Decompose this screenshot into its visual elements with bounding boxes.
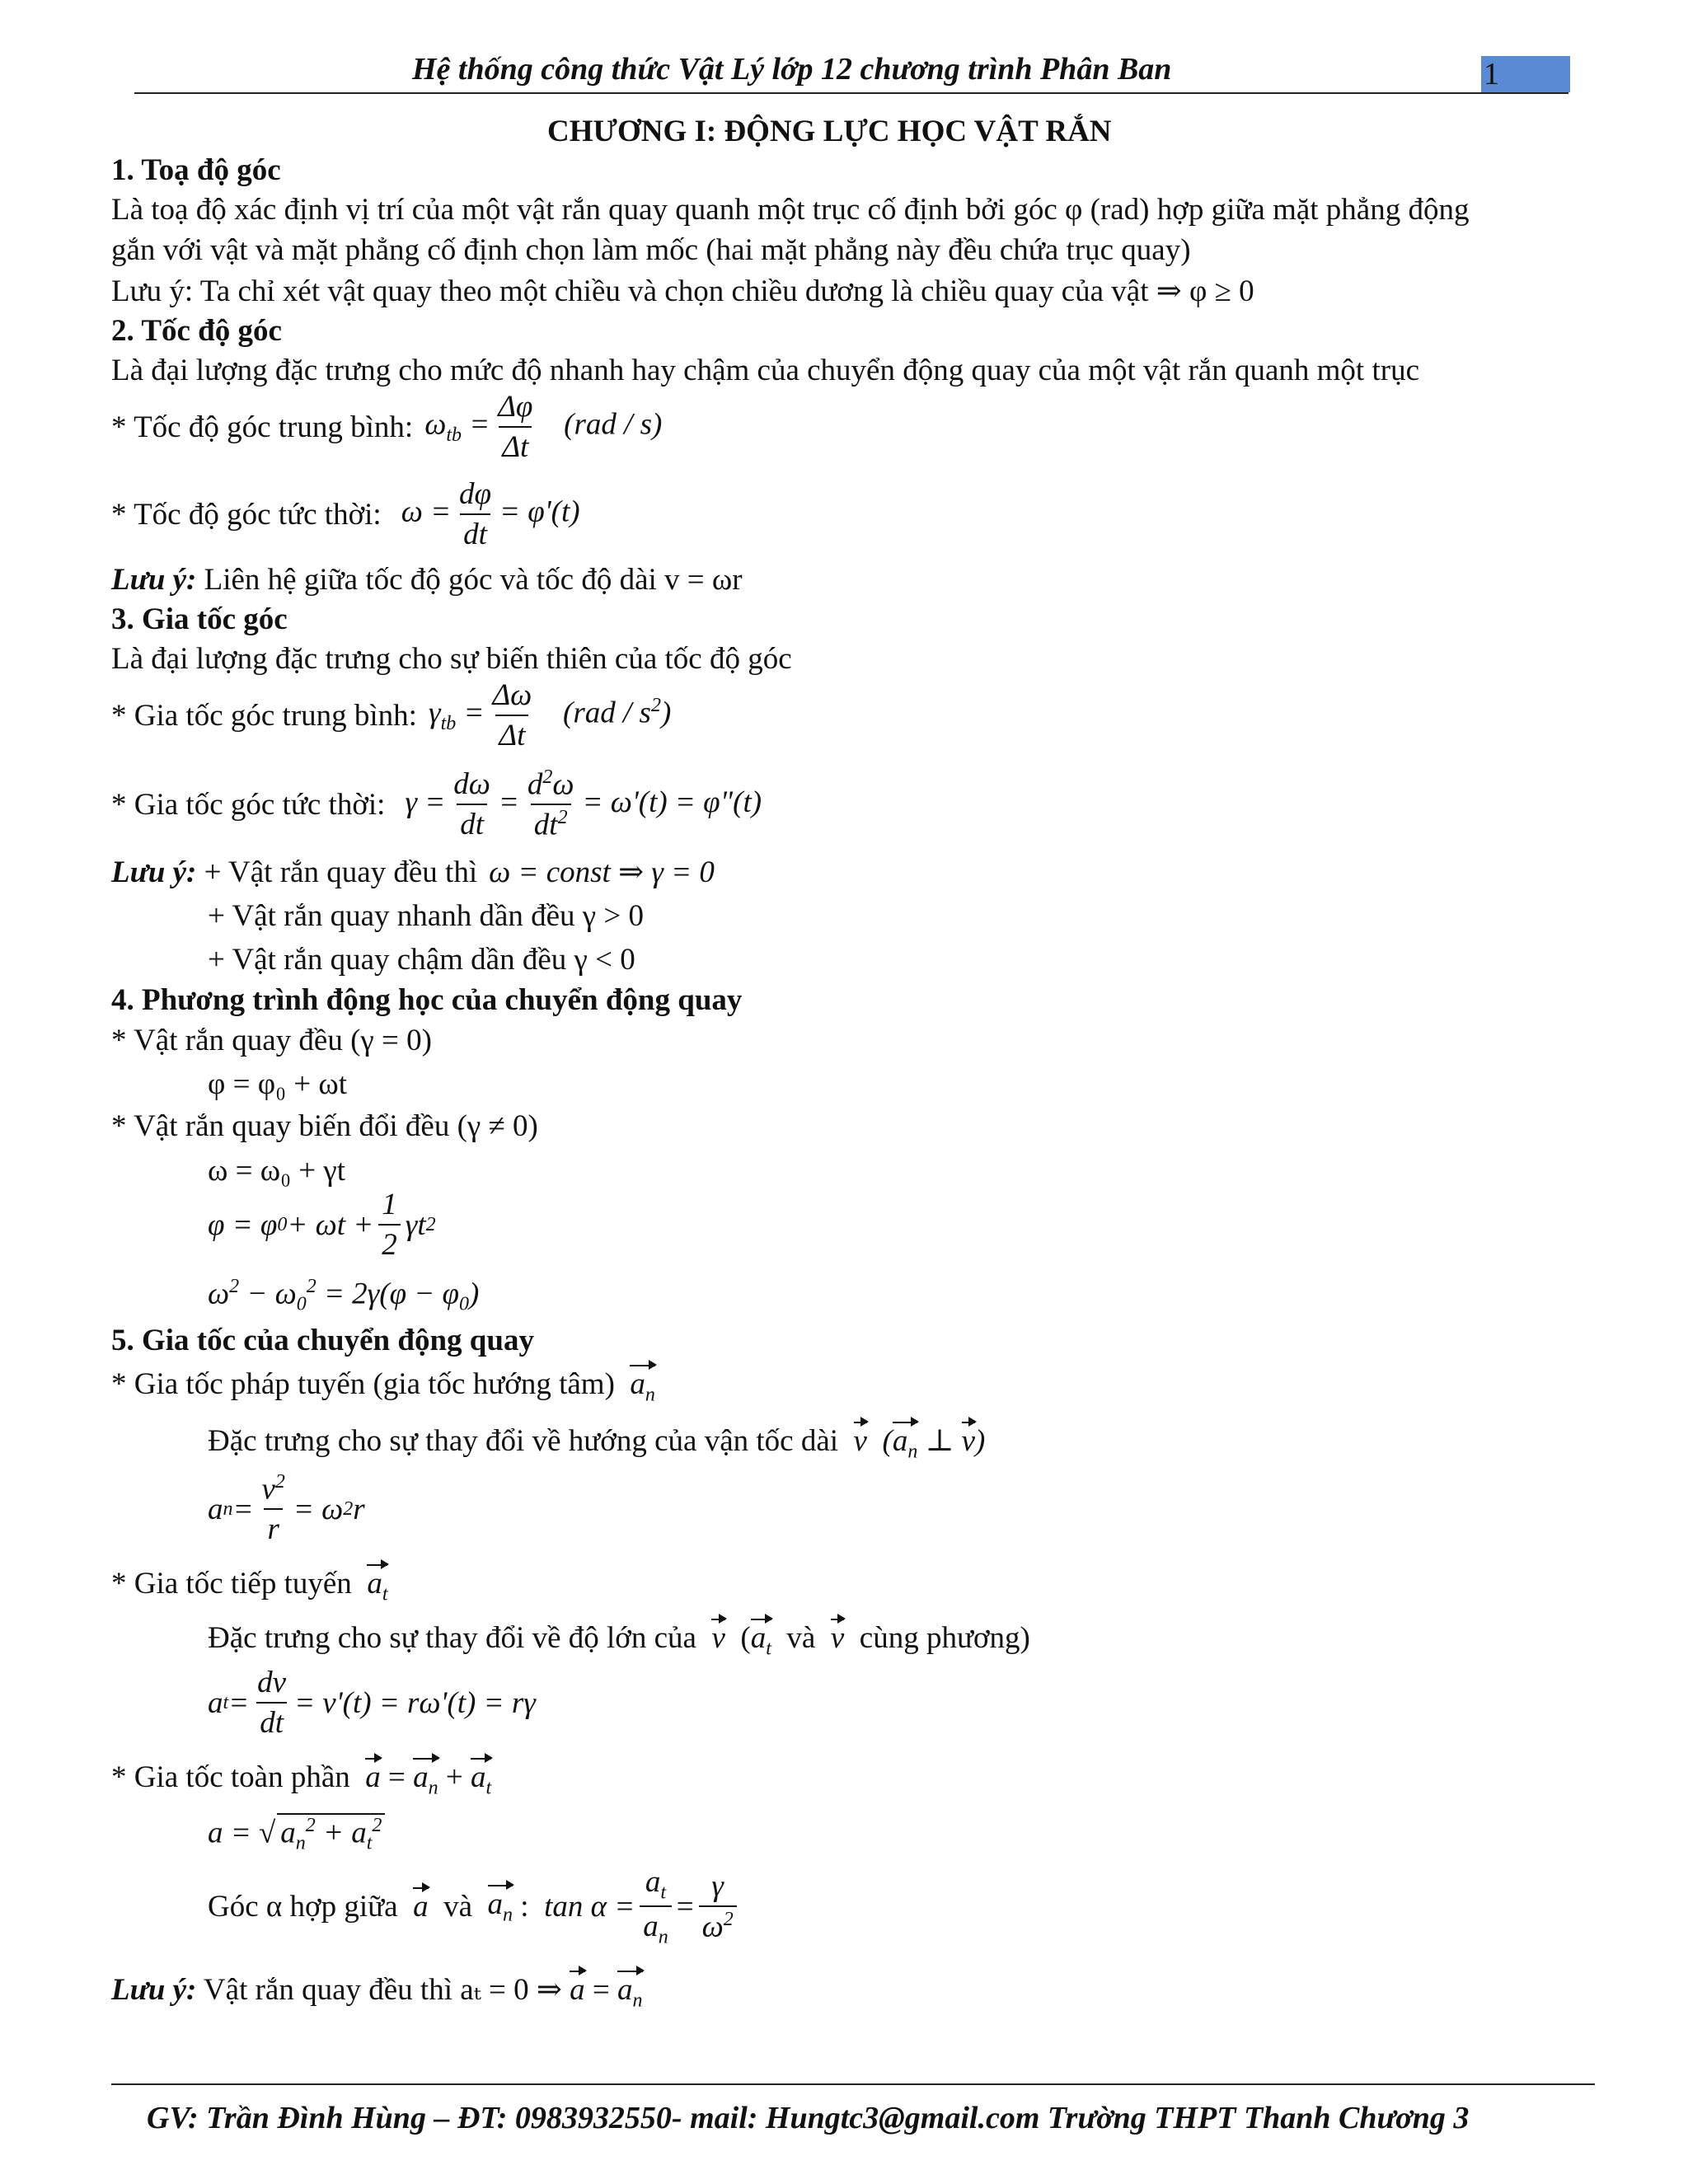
section-3-note-2: + Vật rắn quay nhanh dần đều γ > 0 [208, 899, 645, 933]
header-rule [134, 92, 1568, 94]
footer-rule [111, 2083, 1595, 2085]
normal-accel-desc: Đặc trưng cho sự thay đổi về hướng của vận tốc dài v ($a_n$ ⊥ v) [208, 1424, 986, 1463]
normal-accel-label: * Gia tốc pháp tuyến (gia tốc hướng tâm) $a_n$ [111, 1367, 655, 1406]
section-2-note: Lưu ý: Liên hệ giữa tốc độ góc và tốc độ dài v = ωr [111, 563, 743, 597]
inst-angular-speed [111, 476, 580, 552]
total-accel-label: * Gia tốc toàn phần $a = a_n + a_t$ [111, 1760, 492, 1799]
section-1-note: Lưu ý: Ta chỉ xét vật quay theo một chiều và chọn chiều dương là chiều quay của vật ⇒ φ ≥ 0 [111, 274, 1254, 308]
section-2-text: Là đại lượng đặc trưng cho mức độ nhanh hay chậm của chuyển động quay của một vật rắn quanh một trục [111, 354, 1419, 387]
avg-angular-accel-formula: $\gamma_{tb}$ = $\frac{\Delta\omega}{\Delta t}$ $(rad / s^2)$ [428, 678, 672, 752]
uniform-rotation-label: * Vật rắn quay đều (γ = 0) [111, 1024, 432, 1057]
accelerated-rotation-equation-3: $\omega^2 - \omega_0^2 = 2\gamma(\varphi - \varphi_0)$ [208, 1276, 480, 1315]
inst-angular-speed-formula: ω = $\frac{d\varphi}{dt}$ = φ'(t) [401, 477, 580, 551]
inst-angular-accel [111, 766, 762, 843]
section-3-text: Là đại lượng đặc trưng cho sự biến thiên của tốc độ góc [111, 642, 792, 676]
normal-accel-formula: a n = $\frac{v^2}{r}$ = ω 2 r [208, 1471, 365, 1547]
header-title: Hệ thống công thức Vật Lý lớp 12 chương trình Phân Ban [412, 52, 1172, 87]
section-4-heading: 4. Phương trình động học của chuyển động quay [111, 983, 743, 1017]
accelerated-rotation-equation-2: φ = φ 0 + ωt + $\frac{1}{2}$ γt 2 [208, 1188, 436, 1262]
footer-text: GV: Trần Đình Hùng – ĐT: 0983932550- mail: Hungtc3@gmail.com Trường THPT Thanh Chương 3 [147, 2101, 1470, 2135]
tangential-accel-desc: Đặc trưng cho sự thay đổi về độ lớn của v ($a_t$ và v cùng phương) [208, 1621, 1030, 1660]
section-1-text-2: gắn với vật và mặt phẳng cố định chọn làm mốc (hai mặt phẳng này đều chứa trục quay) [111, 233, 1191, 267]
section-3-note-1: Lưu ý: + Vật rắn quay đều thì ω = const ⇒ γ = 0 [111, 855, 715, 889]
inst-angular-accel-label: * Gia tốc góc tức thời: [111, 787, 386, 822]
section-5-heading: 5. Gia tốc của chuyển động quay [111, 1324, 534, 1357]
avg-angular-accel [111, 677, 671, 753]
tangential-accel-label: * Gia tốc tiếp tuyến $a_t$ [111, 1567, 388, 1605]
tangential-accel-formula: a t = $\frac{dv}{dt}$ = v'(t) = rω'(t) = rγ [208, 1666, 536, 1740]
section-1-text-1: Là toạ độ xác định vị trí của một vật rắn quay quanh một trục cố định bởi góc φ (rad) hợp giữa mặt phẳng động [111, 193, 1470, 227]
chapter-title: CHƯƠNG I: ĐỘNG LỰC HỌC VẬT RẮN [547, 115, 1112, 148]
page-number: 1 [1484, 57, 1499, 91]
avg-angular-speed-formula: $\omega_{tb}$ = $\frac{\Delta\varphi}{\Delta t}$ (rad / s) [424, 390, 663, 464]
section-1-heading: 1. Toạ độ góc [111, 153, 281, 187]
avg-angular-speed [111, 389, 662, 465]
section-2-heading: 2. Tốc độ góc [111, 314, 282, 348]
avg-angular-accel-label: * Gia tốc góc trung bình: [111, 698, 417, 733]
section-3-note-3: + Vật rắn quay chậm dần đều γ < 0 [208, 943, 635, 977]
total-accel-magnitude: a = √ $a_n^2 + a_t^2$ [208, 1813, 385, 1855]
uniform-rotation-equation: φ = φ₀ + ωt [208, 1067, 347, 1101]
inst-angular-accel-formula: γ = $\frac{d\omega}{dt}$ = $\frac{d^2\omega}{dt^2}$ = ω'(t) = φ"(t) [405, 766, 762, 842]
accelerated-rotation-label: * Vật rắn quay biến đổi đều (γ ≠ 0) [111, 1109, 538, 1143]
section-3-heading: 3. Gia tốc góc [111, 602, 288, 636]
accel-angle: Góc α hợp giữa a và $a_n$ : tan α = $\frac{a_t}{a_n}$ = $\frac{\gamma}{\omega^2}$ [208, 1864, 742, 1949]
inst-angular-speed-label: * Tốc độ góc tức thời: [111, 497, 382, 532]
avg-angular-speed-label: * Tốc độ góc trung bình: [111, 410, 414, 444]
section-5-note: Lưu ý: Vật rắn quay đều thì aₜ = 0 ⇒ $a = a_n$ [111, 1973, 643, 2012]
accelerated-rotation-equation-1: ω = ω₀ + γt [208, 1154, 345, 1188]
